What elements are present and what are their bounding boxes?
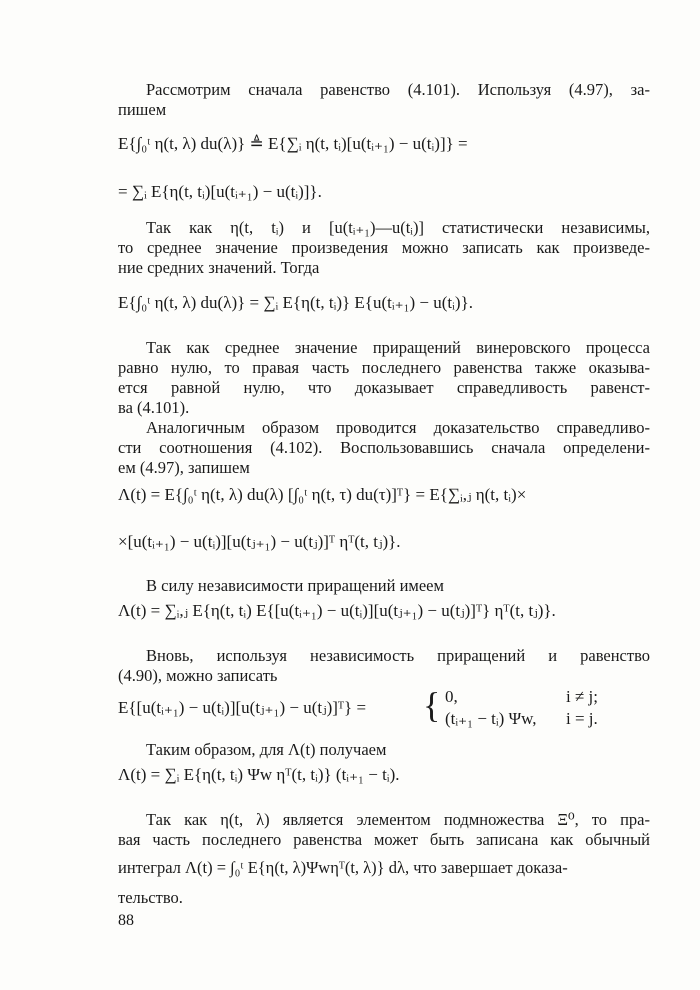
- para8-line1: Так как η(t, λ) является элементом подмножества Ξ⁰, то пра-: [146, 810, 650, 829]
- equation-5-lhs: E{[u(tᵢ₊₁) − u(tᵢ)][u(tⱼ₊₁) − u(tⱼ)]ᵀ} =: [118, 698, 367, 717]
- equation-5-case2: (tᵢ₊₁ − tᵢ) Ψw,: [445, 709, 537, 728]
- para3-line2: равно нулю, то правая часть последнего равенства также оказыва-: [118, 358, 650, 377]
- equation-5-cond2: i = j.: [566, 709, 598, 728]
- equation-1-line2: = ∑ᵢ E{η(t, tᵢ)[u(tᵢ₊₁) − u(tᵢ)]}.: [118, 182, 322, 201]
- para4-line1: Аналогичным образом проводится доказательство справедливо-: [146, 418, 650, 437]
- equation-3-line2: ×[u(tᵢ₊₁) − u(tᵢ)][u(tⱼ₊₁) − u(tⱼ)]ᵀ ηᵀ(t, tⱼ)}.: [118, 532, 401, 551]
- equation-4: Λ(t) = ∑ᵢ,ⱼ E{η(t, tᵢ) E{[u(tᵢ₊₁) − u(tᵢ)][u(tⱼ₊₁) − u(tⱼ)]ᵀ} ηᵀ(t, tⱼ)}.: [118, 601, 556, 620]
- equation-2: E{∫₀ᵗ η(t, λ) du(λ)} = ∑ᵢ E{η(t, tᵢ)} E{u(tᵢ₊₁) − u(tᵢ)}.: [118, 293, 474, 312]
- equation-3-line1: Λ(t) = E{∫₀ᵗ η(t, λ) du(λ) [∫₀ᵗ η(t, τ) du(τ)]ᵀ} = E{∑ᵢ,ⱼ η(t, tᵢ)×: [118, 485, 527, 504]
- para5-line1: В силу независимости приращений имеем: [146, 576, 444, 595]
- para2-line1: Так как η(t, tᵢ) и [u(tᵢ₊₁)—u(tᵢ)] статистически независимы,: [146, 218, 650, 237]
- para4-line3: ем (4.97), запишем: [118, 458, 250, 477]
- para4-line2: сти соотношения (4.102). Воспользовавшись сначала определени-: [118, 438, 650, 457]
- equation-5-case1: 0,: [445, 687, 458, 706]
- para3-line3: ется равной нулю, что доказывает справедливость равенст-: [118, 378, 650, 397]
- para3-line1: Так как среднее значение приращений винеровского процесса: [146, 338, 650, 357]
- para8-line3: интеграл Λ(t) = ∫₀ᵗ E{η(t, λ)Ψwηᵀ(t, λ)} dλ, что завершает доказа-: [118, 858, 568, 877]
- equation-6: Λ(t) = ∑ᵢ E{η(t, tᵢ) Ψw ηᵀ(t, tᵢ)} (tᵢ₊₁ − tᵢ).: [118, 765, 400, 784]
- para2-line2: то среднее значение произведения можно записать как произведе-: [118, 238, 650, 257]
- para1-line2: пишем: [118, 100, 167, 119]
- para2-line3: ние средних значений. Тогда: [118, 258, 320, 277]
- cases-brace: {: [423, 685, 441, 725]
- para8-line4: тельство.: [118, 888, 183, 907]
- para6-line2: (4.90), можно записать: [118, 666, 278, 685]
- equation-5-cond1: i ≠ j;: [566, 687, 598, 706]
- para1-line1: Рассмотрим сначала равенство (4.101). Используя (4.97), за-: [146, 80, 650, 99]
- para6-line1: Вновь, используя независимость приращений и равенство: [146, 646, 650, 665]
- page-number: 88: [118, 912, 134, 929]
- para8-line2: вая часть последнего равенства может быть записана как обычный: [118, 830, 650, 849]
- para3-line4: ва (4.101).: [118, 398, 190, 417]
- para7-line1: Таким образом, для Λ(t) получаем: [146, 740, 387, 759]
- equation-1-line1: E{∫₀ᵗ η(t, λ) du(λ)} ≜ E{∑ᵢ η(t, tᵢ)[u(tᵢ₊₁) − u(tᵢ)]} =: [118, 134, 468, 153]
